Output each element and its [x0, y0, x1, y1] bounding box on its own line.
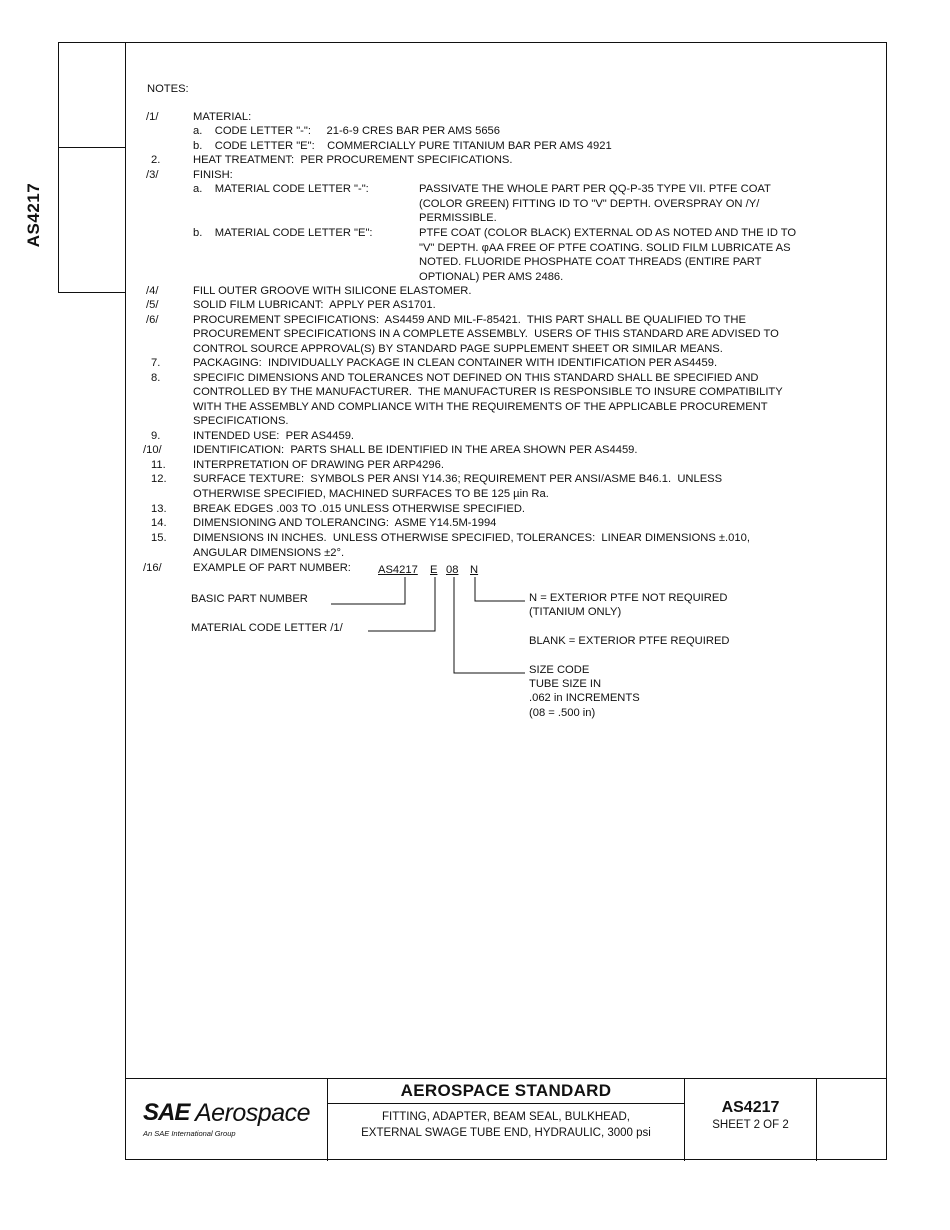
standard-description [328, 1109, 684, 1141]
pn-suffix: N [470, 564, 479, 576]
note-text: DIMENSIONING AND TOLERANCING: ASME Y14.5M-1994 [193, 517, 497, 529]
standard-desc-line-1: FITTING, ADAPTER, BEAM SEAL, BULKHEAD, [382, 1111, 630, 1123]
logo-cell [125, 1079, 328, 1161]
note-text: a. MATERIAL CODE LETTER "-": [193, 183, 369, 195]
pn-size-desc-3: .062 in INCREMENTS [529, 692, 640, 704]
finish-a-line: PERMISSIBLE. [419, 212, 497, 224]
pn-size-desc-4: (08 = .500 in) [529, 707, 596, 719]
note-text: PROCUREMENT SPECIFICATIONS: AS4459 AND MIL-F-85421. THIS PART SHALL BE QUALIFIED TO THE [193, 314, 746, 326]
note-text: IDENTIFICATION: PARTS SHALL BE IDENTIFIED IN THE AREA SHOWN PER AS4459. [193, 444, 638, 456]
finish-b-line: PTFE COAT (COLOR BLACK) EXTERNAL OD AS NOTED AND THE ID TO [419, 227, 797, 239]
note-text: INTENDED USE: PER AS4459. [193, 430, 355, 442]
title-block [125, 1078, 887, 1161]
leader-suffix [475, 577, 525, 601]
note-number: 14. [151, 517, 167, 529]
note-text: SURFACE TEXTURE: SYMBOLS PER ANSI Y14.36; REQUIREMENT PER ANSI/ASME B46.1. UNLESS [193, 473, 723, 485]
note-text: BREAK EDGES .003 TO .015 UNLESS OTHERWISE SPECIFIED. [193, 503, 526, 515]
finish-b-line: NOTED. FLUORIDE PHOSPHATE COAT THREADS (ENTIRE PART [419, 256, 762, 268]
sheet-number: SHEET 2 OF 2 [712, 1119, 789, 1131]
note-number: /10/ [143, 444, 162, 456]
blank-cell [817, 1079, 887, 1161]
note-number: 13. [151, 503, 167, 515]
standard-desc-line-2: EXTERNAL SWAGE TUBE END, HYDRAULIC, 3000 psi [361, 1127, 651, 1139]
pn-size-code: 08 [446, 564, 459, 576]
note-number: /1/ [146, 111, 159, 123]
note-number: /16/ [143, 562, 162, 574]
note-text: FILL OUTER GROOVE WITH SILICONE ELASTOMER. [193, 285, 472, 297]
note-text: ANGULAR DIMENSIONS ±2°. [193, 547, 345, 559]
note-text: OTHERWISE SPECIFIED, MACHINED SURFACES TO BE 125 µin Ra. [193, 488, 549, 500]
note-number: 9. [151, 430, 161, 442]
note-text: a. CODE LETTER "-": 21-6-9 CRES BAR PER AMS 5656 [193, 125, 500, 137]
side-doc-number: AS4217 [24, 182, 43, 248]
pn-size-desc-2: TUBE SIZE IN [529, 678, 602, 690]
note-number: 12. [151, 473, 167, 485]
note-text: b. MATERIAL CODE LETTER "E": [193, 227, 373, 239]
note-number: 8. [151, 372, 161, 384]
sae-logo-mark: SAE [143, 1099, 190, 1126]
note-text: PROCUREMENT SPECIFICATIONS IN A COMPLETE ASSEMBLY. USERS OF THIS STANDARD ARE ADVISED TO [193, 328, 779, 340]
pn-basic-label: BASIC PART NUMBER [191, 593, 308, 605]
note-text: CONTROL SOURCE APPROVAL(S) BY STANDARD PAGE SUPPLEMENT SHEET OR SIMILAR MEANS. [193, 343, 723, 355]
note-number: /6/ [146, 314, 159, 326]
note-text: FINISH: [193, 169, 233, 181]
note-text: CONTROLLED BY THE MANUFACTURER. THE MANUFACTURER IS RESPONSIBLE TO INSURE COMPATIBILITY [193, 386, 783, 398]
pn-suffix-desc-2: (TITANIUM ONLY) [529, 606, 622, 618]
note-number: 11. [151, 459, 166, 471]
sae-logo-word: Aerospace [195, 1099, 311, 1127]
note-number: /5/ [146, 299, 159, 311]
note-text: b. CODE LETTER "E": COMMERCIALLY PURE TITANIUM BAR PER AMS 4921 [193, 140, 612, 152]
note-text: SOLID FILM LUBRICANT: APPLY PER AS1701. [193, 299, 436, 311]
note-text: EXAMPLE OF PART NUMBER: [193, 562, 351, 574]
note-number: /3/ [146, 169, 159, 181]
sae-logo-subtitle: An SAE International Group [143, 1129, 236, 1138]
leader-size [454, 577, 525, 673]
pn-suffix-desc-1: N = EXTERIOR PTFE NOT REQUIRED [529, 592, 728, 604]
notes-heading: NOTES: [147, 83, 189, 95]
leader-basic [331, 577, 405, 604]
note-text: PACKAGING: INDIVIDUALLY PACKAGE IN CLEAN CONTAINER WITH IDENTIFICATION PER AS4459. [193, 357, 718, 369]
note-text: DIMENSIONS IN INCHES. UNLESS OTHERWISE SPECIFIED, TOLERANCES: LINEAR DIMENSIONS ±.010, [193, 532, 750, 544]
note-text: MATERIAL: [193, 111, 252, 123]
note-text: SPECIFIC DIMENSIONS AND TOLERANCES NOT DEFINED ON THIS STANDARD SHALL BE SPECIFIED AND [193, 372, 759, 384]
pn-material-label: MATERIAL CODE LETTER /1/ [191, 622, 343, 634]
note-text: SPECIFICATIONS. [193, 415, 289, 427]
pn-blank-desc: BLANK = EXTERIOR PTFE REQUIRED [529, 635, 730, 647]
pn-basic: AS4217 [378, 564, 418, 576]
note-text: WITH THE ASSEMBLY AND COMPLIANCE WITH THE REQUIREMENTS OF THE APPLICABLE PROCUREMENT [193, 401, 768, 413]
title-cell [328, 1079, 685, 1161]
finish-b-line: "V" DEPTH. φAA FREE OF PTFE COATING. SOLID FILM LUBRICATE AS [419, 241, 791, 254]
finish-a-line: PASSIVATE THE WHOLE PART PER QQ-P-35 TYPE VII. PTFE COAT [419, 183, 771, 195]
note-number: 7. [151, 357, 161, 369]
doc-number: AS4217 [721, 1099, 780, 1116]
doc-number-cell [685, 1079, 817, 1161]
note-text: INTERPRETATION OF DRAWING PER ARP4296. [193, 459, 444, 471]
standard-heading: AEROSPACE STANDARD [328, 1079, 684, 1104]
note-number: /4/ [146, 285, 159, 297]
pn-material-code: E [430, 564, 438, 576]
finish-a-line: (COLOR GREEN) FITTING ID TO "V" DEPTH. OVERSPRAY ON /Y/ [419, 197, 760, 210]
note-text: HEAT TREATMENT: PER PROCUREMENT SPECIFICATIONS. [193, 154, 513, 166]
pn-size-desc-1: SIZE CODE [529, 664, 590, 676]
finish-b-line: OPTIONAL) PER AMS 2486. [419, 270, 564, 283]
note-number: 15. [151, 532, 167, 544]
note-number: 2. [151, 154, 161, 166]
